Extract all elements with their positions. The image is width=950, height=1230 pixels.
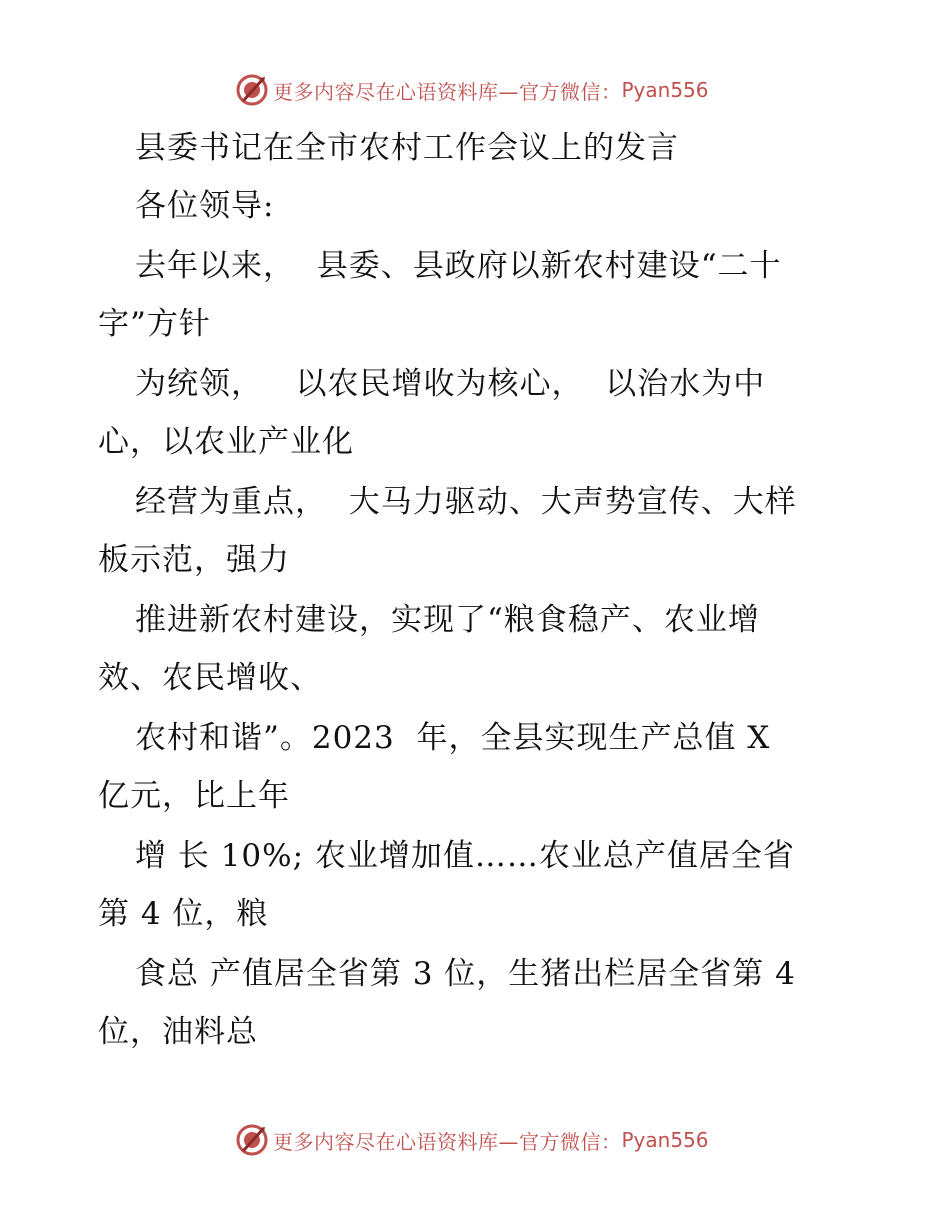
paragraph-line: 板示范，强力 xyxy=(98,542,290,578)
paragraph-line: 农村和谐”。2023 年，全县实现生产总值 X xyxy=(135,720,771,756)
footer-banner-text: 更多内容尽在心语资料库—官方微信： xyxy=(273,1129,622,1154)
document-title: 县委书记在全市农村工作会议上的发言 xyxy=(135,130,679,166)
paragraph-line: 为统领， 以农民增收为核心， 以治水为中 xyxy=(135,366,766,402)
footer-wechat-id: Pyan556 xyxy=(621,1128,709,1152)
paragraph-line: 第 4 位，粮 xyxy=(98,896,269,932)
paragraph-line: 效、农民增收、 xyxy=(98,660,322,696)
header-wechat-id: Pyan556 xyxy=(621,78,709,102)
pen-seal-icon xyxy=(235,1123,269,1157)
paragraph-line: 位，油料总 xyxy=(98,1014,258,1050)
salutation: 各位领导: xyxy=(135,188,275,224)
paragraph-line: 经营为重点， 大马力驱动、大声势宣传、大样 xyxy=(135,484,797,520)
header-banner-text: 更多内容尽在心语资料库—官方微信： xyxy=(273,79,622,104)
paragraph-line: 心，以农业产业化 xyxy=(98,424,354,460)
paragraph-line: 增 长 10%; 农业增加值……农业总产值居全省 xyxy=(135,838,795,874)
paragraph-line: 食总 产值居全省第 3 位，生猪出栏居全省第 4 xyxy=(135,956,796,992)
footer-banner xyxy=(235,1121,755,1159)
paragraph-line: 推进新农村建设，实现了“粮食稳产、农业增 xyxy=(135,602,760,638)
paragraph-line: 字”方针 xyxy=(98,306,211,342)
paragraph-line: 去年以来， 县委、县政府以新农村建设“二十 xyxy=(135,248,782,284)
paragraph-line: 亿元，比上年 xyxy=(98,778,290,814)
